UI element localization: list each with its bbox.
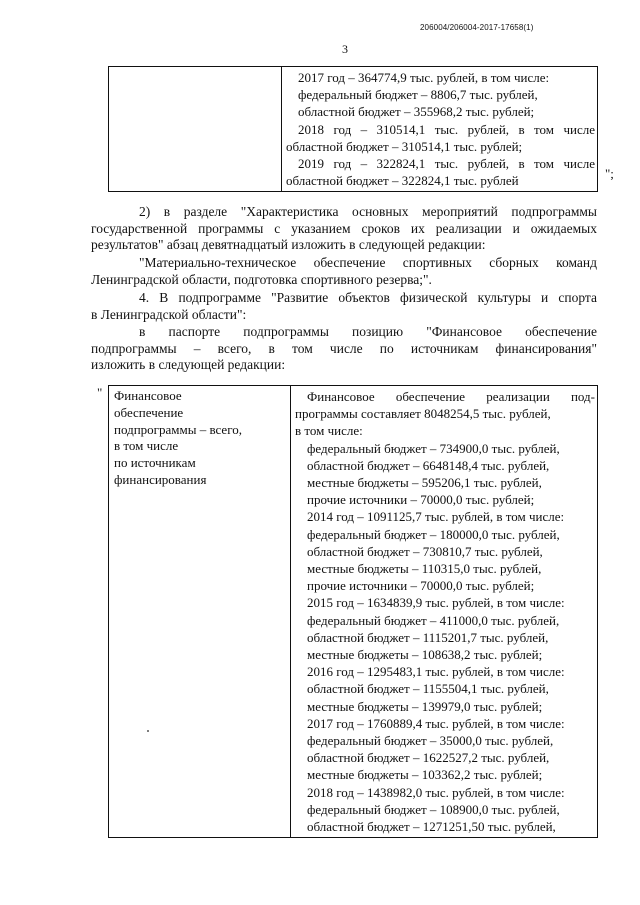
- paragraph-line: 2) в разделе "Характеристика основных мероприятий подпрограммы: [139, 204, 597, 219]
- table-cell-position: [109, 386, 291, 838]
- paragraph-line: Ленинградской области, подготовка спортивного резерва;".: [91, 271, 432, 287]
- table-cell-empty: [109, 67, 282, 192]
- table-line: Финансовое обеспечение реализации под-: [307, 389, 595, 404]
- paragraph-line: подпрограммы – всего, в том числе по источникам финансирования": [91, 340, 597, 356]
- table-line: прочие источники – 70000,0 тыс. рублей;: [307, 578, 535, 594]
- financing-table: [108, 385, 598, 838]
- scan-speck: [147, 730, 149, 732]
- paragraph-line: 4. В подпрограмме "Развитие объектов физической культуры и спорта: [139, 290, 597, 305]
- table-line: подпрограммы – всего,: [114, 421, 242, 437]
- table-line: в том числе: [114, 438, 179, 454]
- table-line: областной бюджет – 322824,1 тыс. рублей: [286, 173, 519, 189]
- table-line: прочие источники – 70000,0 тыс. рублей;: [307, 492, 535, 508]
- table-cell-financing: [291, 386, 598, 838]
- table-cell-financing: [282, 67, 598, 192]
- table-line: 2017 год – 1760889,4 тыс. рублей, в том числе:: [307, 715, 565, 731]
- table-line: 2017 год – 364774,9 тыс. рублей, в том числе:: [298, 70, 550, 85]
- table-line: обеспечение: [114, 404, 184, 420]
- paragraph-section-4: [91, 290, 597, 323]
- table-line: федеральный бюджет – 8806,7 тыс. рублей,: [298, 87, 538, 103]
- quoted-text: [91, 255, 597, 288]
- table-line: областной бюджет – 310514,1 тыс. рублей;: [286, 138, 523, 154]
- table-line: местные бюджеты – 103362,2 тыс. рублей;: [307, 767, 543, 783]
- paragraph-section-2: [91, 204, 597, 254]
- table-line: финансирования: [114, 471, 207, 487]
- paragraph-line: в паспорте подпрограммы позицию "Финансовое обеспечение: [139, 324, 597, 339]
- table-line: программы составляет 8048254,5 тыс. рублей,: [295, 406, 551, 422]
- table-line: 2018 год – 310514,1 тыс. рублей, в том числе: [298, 121, 595, 137]
- table-line: 2014 год – 1091125,7 тыс. рублей, в том числе:: [307, 509, 565, 525]
- table-line: областной бюджет – 1271251,50 тыс. рублей,: [307, 819, 556, 835]
- paragraph-line: изложить в следующей редакции:: [91, 357, 286, 373]
- table-line: 2018 год – 1438982,0 тыс. рублей, в том числе:: [307, 784, 565, 800]
- table-line: областной бюджет – 1622527,2 тыс. рублей,: [307, 750, 550, 766]
- table-line: федеральный бюджет – 734900,0 тыс. рублей,: [307, 440, 560, 456]
- table-line: областной бюджет – 1115201,7 тыс. рублей,: [307, 629, 549, 645]
- table-line: областной бюджет – 730810,7 тыс. рублей,: [307, 543, 543, 559]
- table-line: областной бюджет – 355968,2 тыс. рублей;: [298, 104, 535, 120]
- page-number: 3: [342, 42, 348, 56]
- paragraph-line: результатов" абзац девятнадцатый изложить в следующей редакции:: [91, 237, 486, 253]
- table-line: Финансовое: [114, 388, 182, 403]
- table-line: местные бюджеты – 110315,0 тыс. рублей,: [307, 561, 542, 577]
- closing-quote-mark: ";: [605, 166, 614, 181]
- table-line: по источникам: [114, 455, 196, 471]
- table-line: местные бюджеты – 139979,0 тыс. рублей;: [307, 698, 543, 714]
- paragraph-line: в Ленинградской области":: [91, 306, 247, 322]
- table-line: 2016 год – 1295483,1 тыс. рублей, в том числе:: [307, 664, 565, 680]
- table-line: федеральный бюджет – 180000,0 тыс. рублей,: [307, 526, 560, 542]
- table-line: областной бюджет – 6648148,4 тыс. рублей,: [307, 457, 550, 473]
- table-line: местные бюджеты – 108638,2 тыс. рублей;: [307, 647, 543, 663]
- table-line: федеральный бюджет – 108900,0 тыс. рублей,: [307, 801, 560, 817]
- paragraph-passport: [91, 324, 597, 374]
- financing-table-continuation: [108, 66, 598, 192]
- paragraph-line: государственной программы с указанием сроков их реализации и ожидаемых: [91, 220, 597, 236]
- table-line: местные бюджеты – 595206,1 тыс. рублей,: [307, 475, 542, 491]
- table-line: 2015 год – 1634839,9 тыс. рублей, в том числе:: [307, 595, 565, 611]
- opening-quote-mark: ": [97, 385, 103, 400]
- table-line: федеральный бюджет – 35000,0 тыс. рублей,: [307, 733, 554, 749]
- table-line: областной бюджет – 1155504,1 тыс. рублей,: [307, 681, 549, 697]
- table-line: в том числе:: [295, 423, 363, 439]
- table-line: федеральный бюджет – 411000,0 тыс. рублей,: [307, 612, 560, 628]
- paragraph-line: "Материально-техническое обеспечение спортивных сборных команд: [139, 255, 597, 270]
- document-id: 206004/206004-2017-17658(1): [420, 23, 534, 32]
- table-line: 2019 год – 322824,1 тыс. рублей, в том числе: [298, 156, 595, 172]
